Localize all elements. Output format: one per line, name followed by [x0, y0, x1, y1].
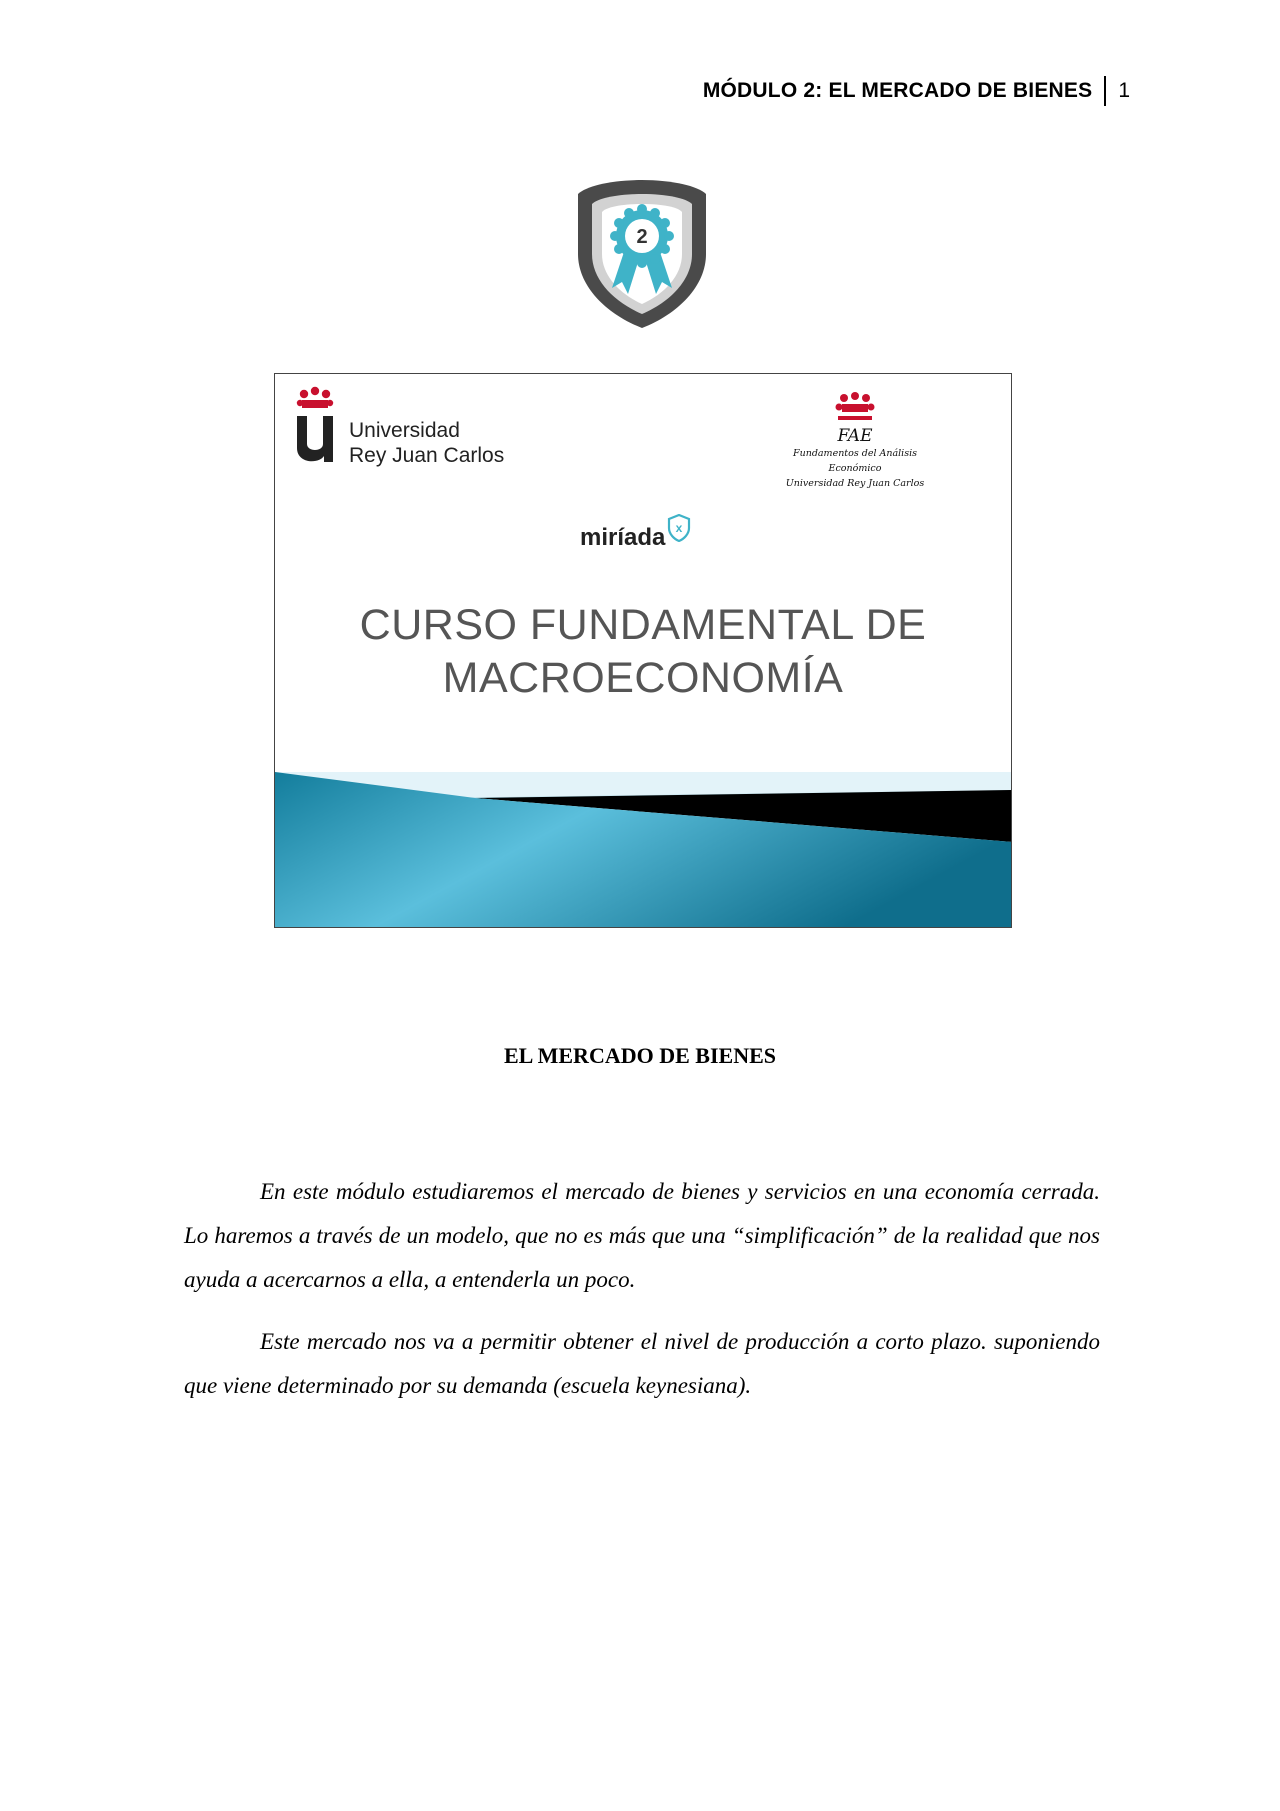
course-cover-image	[274, 373, 1012, 928]
university-line-2: Rey Juan Carlos	[349, 444, 505, 467]
header-title: MÓDULO 2: EL MERCADO DE BIENES	[702, 79, 1093, 102]
document-title: EL MERCADO DE BIENES	[503, 1043, 776, 1068]
fae-line-2: Universidad Rey Juan Carlos	[785, 478, 925, 489]
miriada-icon-letter: x	[676, 521, 683, 535]
fae-logo	[775, 392, 935, 491]
fae-abbreviation: FAE	[837, 426, 873, 446]
page-number: 1	[1118, 79, 1130, 102]
fae-line-1: Fundamentos del Análisis Económico	[792, 448, 918, 474]
module-badge-icon	[572, 176, 712, 332]
body-paragraph	[184, 1170, 1100, 1302]
urjc-logo	[293, 386, 504, 468]
urjc-crest-icon	[293, 386, 337, 466]
cover-title-line-1: CURSO FUNDAMENTAL DE	[359, 601, 927, 649]
university-name	[349, 418, 504, 468]
paragraph-2-text: Este mercado nos va a permitir obtener el nivel de producción a corto plazo. suponiendo que viene determinado por su demanda (escuela keynesiana).	[184, 1329, 1100, 1398]
badge-number: 2	[636, 226, 648, 248]
paragraph-1-text: En este módulo estudiaremos el mercado de bienes y servicios en una economía cerrada. Lo haremos a través de un modelo, que no es más que una “simplificación” de la realidad que nos ayuda a acercarnos a ella, a entenderla un poco.	[184, 1179, 1100, 1292]
fae-crest-icon	[832, 392, 878, 422]
cover-decorative-band	[275, 772, 1012, 928]
cover-title-line-2: MACROECONOMÍA	[442, 654, 844, 702]
miriada-shield-icon	[667, 514, 691, 542]
page-header	[703, 76, 1130, 106]
cover-title	[275, 599, 1011, 705]
body-paragraph	[184, 1320, 1100, 1408]
platform-name: miríada	[580, 524, 666, 551]
header-divider	[1104, 76, 1106, 106]
miriada-logo	[580, 514, 691, 552]
university-line-1: Universidad	[349, 419, 460, 442]
